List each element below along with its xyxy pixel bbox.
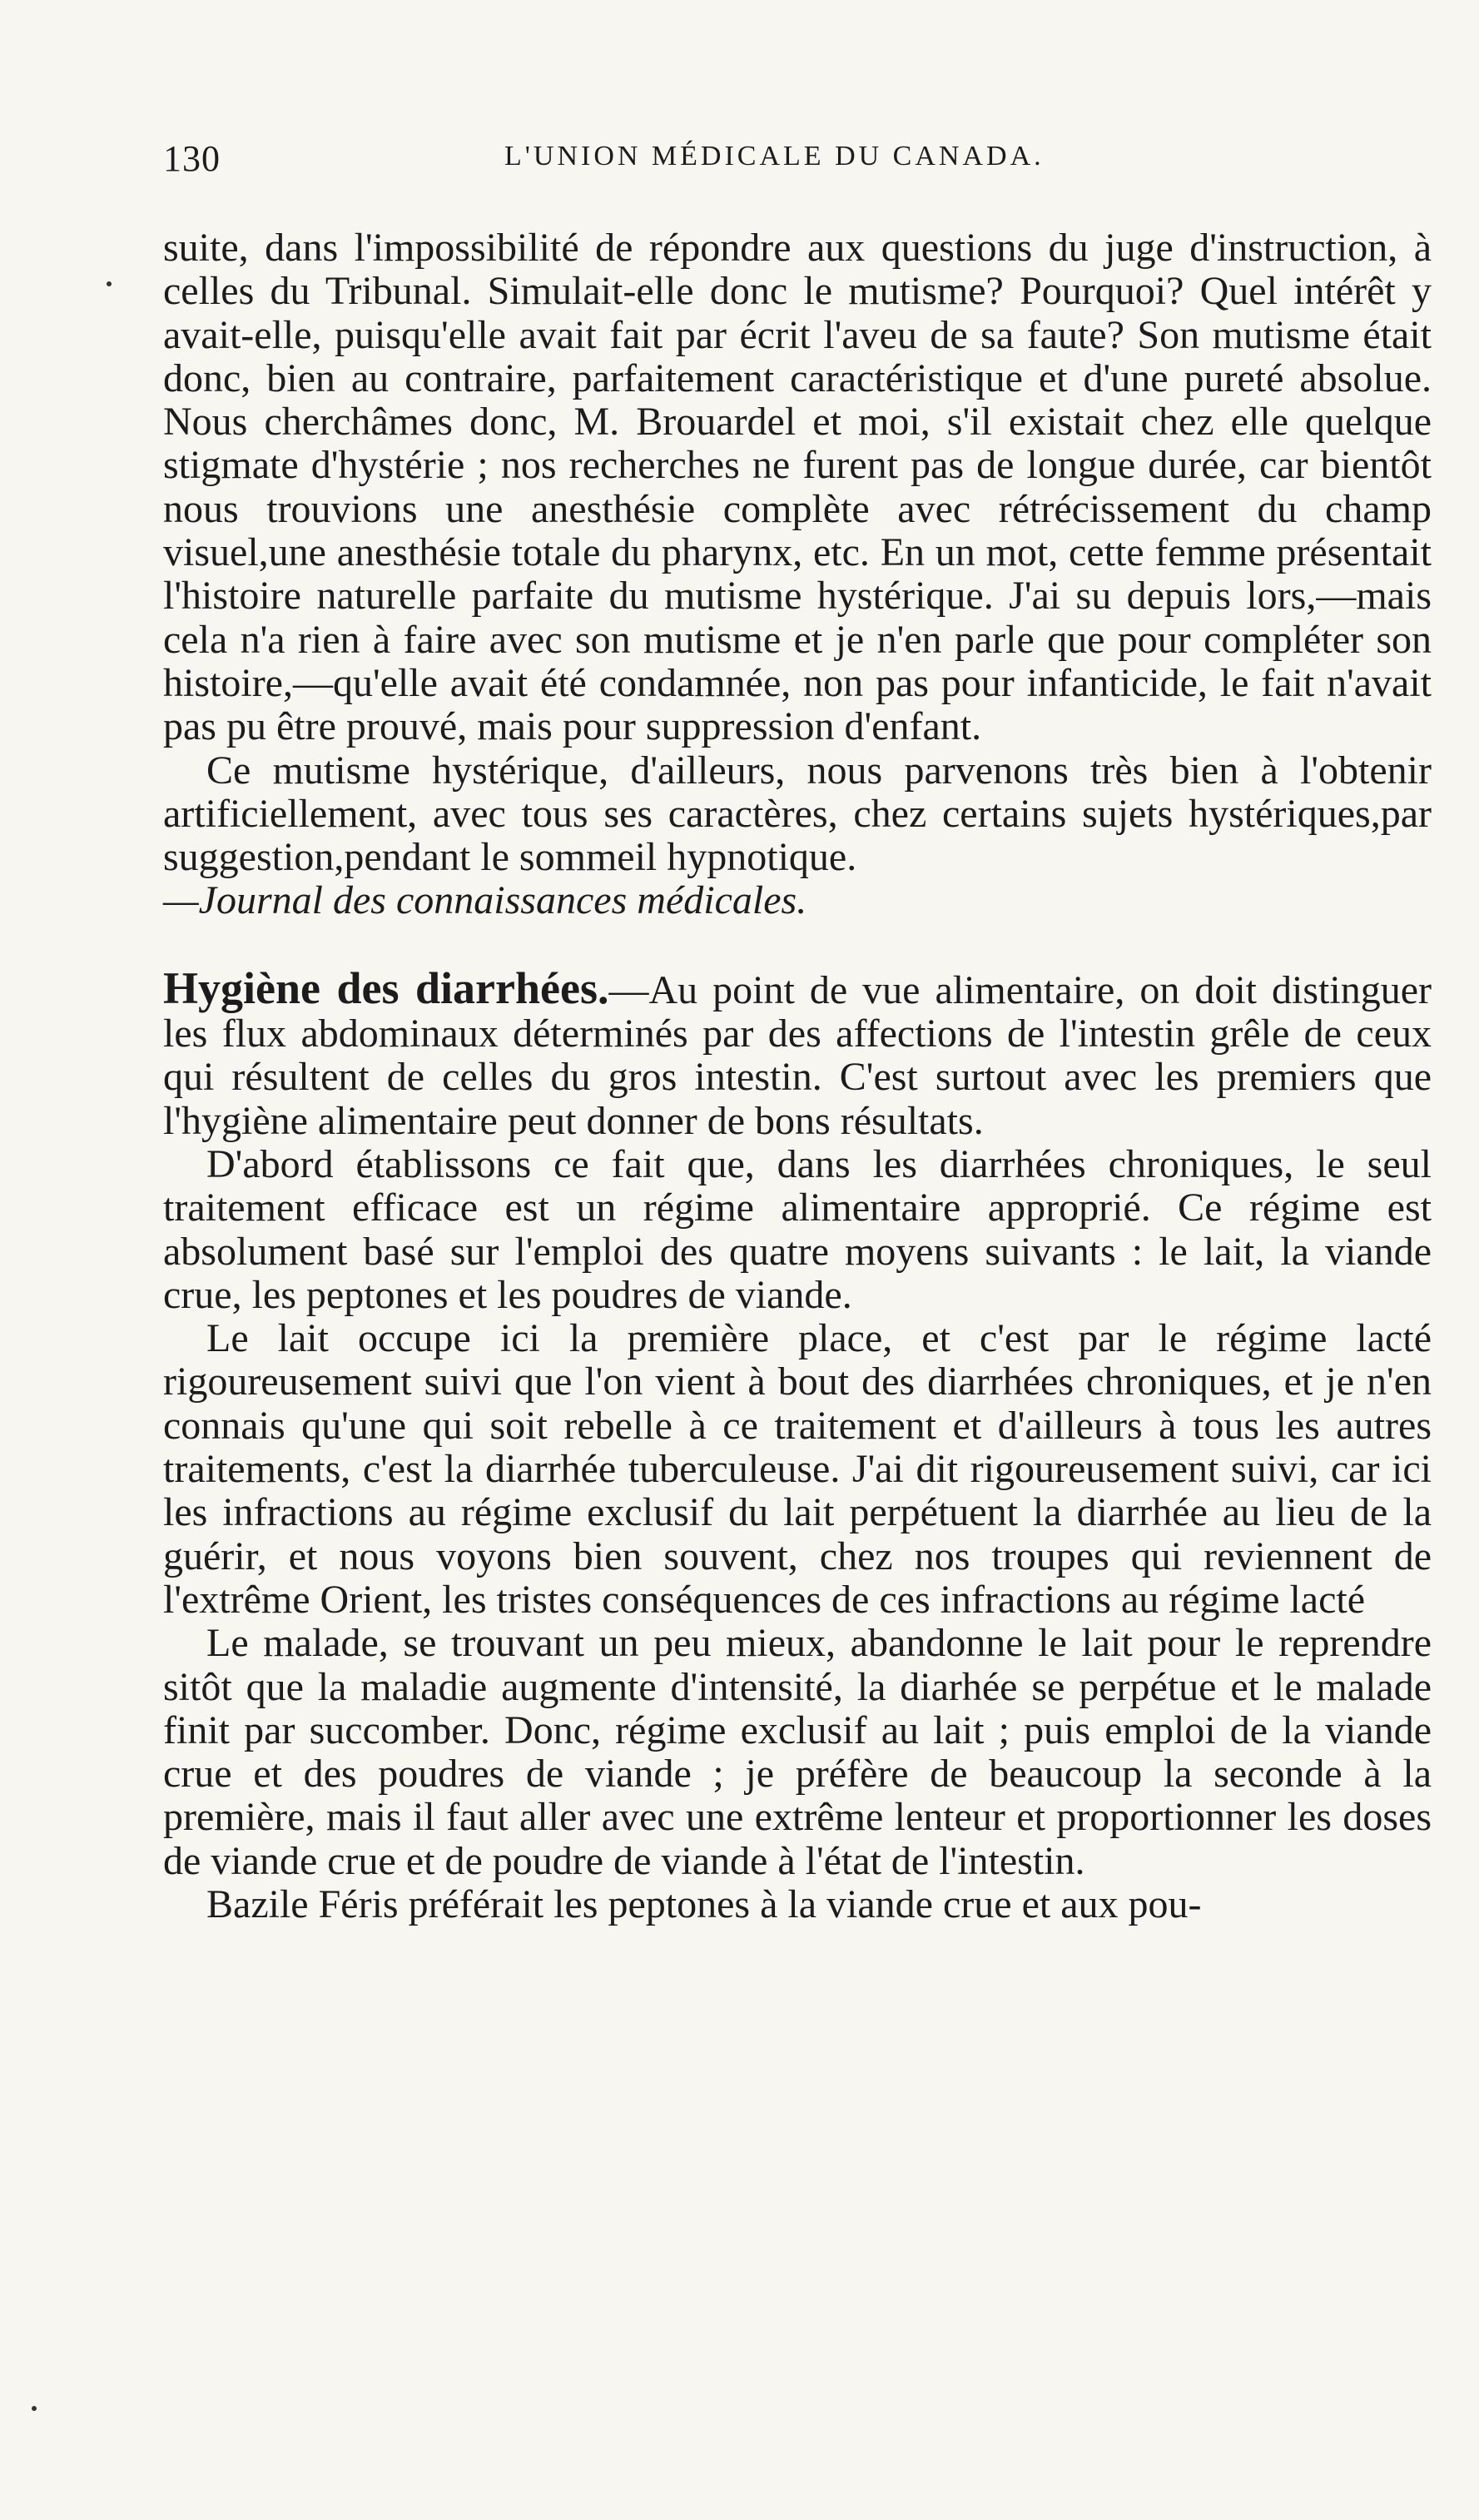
scan-speck [107, 281, 112, 286]
scan-speck [32, 2406, 37, 2411]
page-header [163, 137, 1412, 187]
body-text [163, 226, 1432, 1926]
article1-paragraph-2: Ce mutisme hystérique, d'ailleurs, nous parvenons très bien à l'obtenir artificiellement, avec tous ses caractères, chez certains sujets hystériques,par suggestion,pendant le sommeil hypnotique. [163, 748, 1432, 880]
page-number: 130 [163, 138, 221, 179]
article2-lead: —Au point de vue alimentaire, on doit distinguer les flux abdominaux déterminés par des affections de l'intestin grêle de ceux qui résultent de celles du gros intestin. C'est surtout avec les premiers que l'hygiène alimentaire peut donner de bons résultats. [163, 967, 1432, 1143]
article2-paragraph-5: Bazile Féris préférait les peptones à la viande crue et aux pou- [206, 1881, 1202, 1926]
article2-paragraph-4: Le malade, se trouvant un peu mieux, abandonne le lait pour le reprendre sitôt que la maladie augmente d'intensité, la diarhée se perpétue et le malade finit par succomber. Donc, régime exclusif au lait ; puis emploi de la viande crue et des poudres de viande ; je préfère de beaucoup la seconde à la première, mais il faut aller avec une extrême lenteur et proportionner les doses de viande crue et de poudre de viande à l'état de l'intestin. [163, 1621, 1432, 1883]
article1-paragraph-1: suite, dans l'impossibilité de répondre aux questions du juge d'instruction, à celles du Tribunal. Simulait-elle donc le mutisme? Pourquoi? Quel intérêt y avait-elle, puisqu'elle avait fait par écrit l'aveu de sa faute? Son mutisme était donc, bien au contraire, parfaitement caractéristique et d'une pureté absolue. Nous cherchâmes donc, M. Brouardel et moi, s'il existait chez elle quelque stigmate d'hystérie ; nos recherches ne furent pas de longue durée, car bientôt nous trouvions une anesthésie complète avec rétrécissement du champ visuel,une anesthésie totale du pharynx, etc. En un mot, cette femme présentait l'histoire naturelle parfaite du mutisme hystérique. J'ai su depuis lors,—mais cela n'a rien à faire avec son mutisme et je n'en parle que pour compléter son histoire,—qu'elle avait été condamnée, non pas pour infanticide, le fait n'avait pas pu être prouvé, mais pour suppression d'enfant. [163, 226, 1432, 749]
article2-paragraph-2: D'abord établissons ce fait que, dans les diarrhées chroniques, le seul traitement efficace est un régime alimentaire approprié. Ce régime est absolument basé sur l'emploi des quatre moyens suivants : le lait, la viande crue, les peptones et les poudres de viande. [163, 1141, 1432, 1317]
article1-source [163, 879, 1432, 922]
article2-paragraph-3: Le lait occupe ici la première place, et c'est par le régime lacté rigoureusement suivi que l'on vient à bout des diarrhées chroniques, et je n'en connais qu'une qui soit rebelle à ce traitement et d'ailleurs à tous les autres traitements, c'est la diarrhée tuberculeuse. J'ai dit rigoureusement suivi, car ici les infractions au régime exclusif du lait perpétuent la diarrhée au lieu de la guérir, et nous voyons bien souvent, chez nos troupes qui reviennent de l'extrême Orient, les tristes conséquences de ces infractions au régime lacté [163, 1316, 1432, 1622]
section-gap [163, 923, 1432, 967]
running-title: L'UNION MÉDICALE DU CANADA. [504, 141, 1045, 171]
section-heading: Hygiène des diarrhées. [163, 962, 609, 1013]
source-citation: —Journal des connaissances médicales. [163, 878, 807, 923]
article2-paragraph-1 [163, 962, 1432, 1143]
